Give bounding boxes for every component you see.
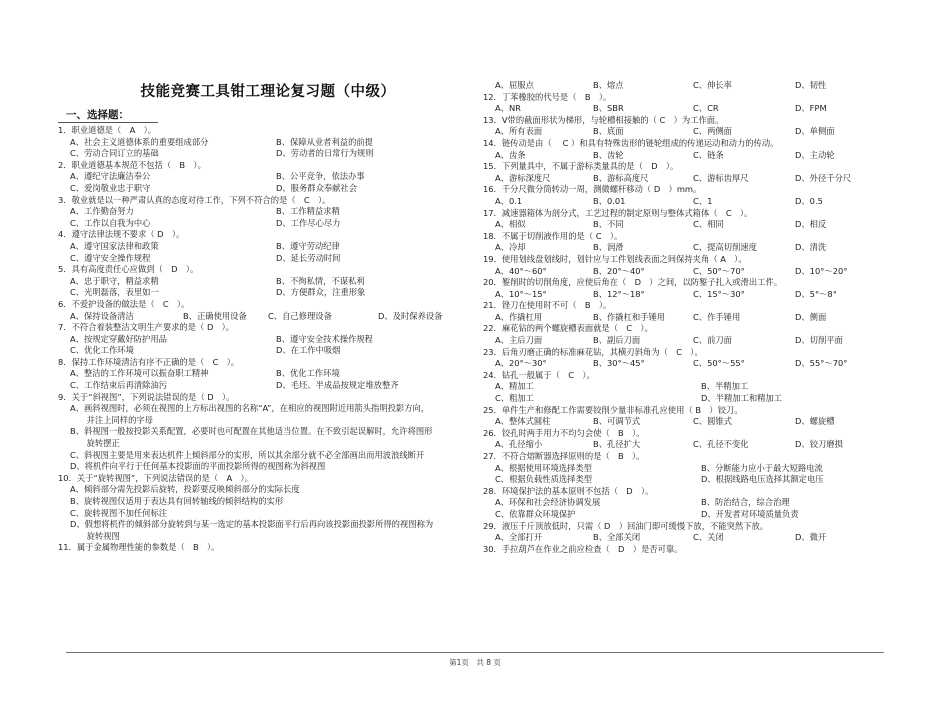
option-row	[58, 345, 470, 357]
option-text: C、50°～70°	[693, 265, 745, 276]
option-text: B、SBR	[593, 103, 624, 114]
option-row	[483, 358, 883, 370]
question-item	[483, 347, 883, 370]
option-text: B、旋转视图仅适用于表达具有回转轴线的倾斜结构的实形	[70, 496, 284, 506]
question-text: 17．减速器箱体为剖分式，工艺过程的制定原则与整体式箱体（ C ）。	[483, 207, 753, 218]
question-item	[483, 208, 883, 231]
option-text: 旋转视图	[70, 530, 120, 541]
option-text: A、倾斜部分需先投影后旋转，投影要反映倾斜部分的实际长度	[70, 484, 300, 495]
option-row	[483, 126, 883, 138]
option-text: C、光明磊落，表里如一	[70, 287, 159, 298]
option-row	[483, 150, 883, 162]
option-text: A、相似	[495, 219, 526, 230]
option-text: C、15°～30°	[693, 288, 745, 299]
option-text: B、游标高度尺	[593, 172, 649, 183]
option-text: C、作手锤用	[693, 311, 741, 322]
option-text: A、精加工	[495, 381, 534, 392]
option-row	[58, 241, 470, 253]
option-row	[483, 219, 883, 231]
option-row	[58, 137, 470, 149]
option-text: C、优化工作环境	[70, 345, 134, 356]
option-row	[483, 266, 883, 278]
question-text: 16．千分尺微分筒转动一周，测微螺杆移动（ D ）mm。	[483, 184, 702, 195]
option-text: C、劳动合同订立的基础	[70, 148, 159, 159]
option-text: A、保持设备清洁	[70, 310, 134, 321]
option-text: B、保障从业者利益的前提	[276, 136, 373, 147]
option-text: D、方便群众，注重形象	[276, 287, 366, 298]
page-footer: 第1页 共 8 页	[449, 658, 501, 667]
question-text: 12．丁苯橡胶的代号是（ B ）。	[483, 91, 612, 102]
option-text: D、开发者对环境质量负责	[701, 508, 799, 519]
option-text: D、及时保养设备	[378, 310, 443, 321]
option-text: D、5°～8°	[795, 288, 837, 299]
option-text: A、遵守国家法律和政策	[70, 240, 159, 251]
option-text: D、主动轮	[795, 149, 835, 160]
option-text: B、不同	[593, 219, 624, 230]
option-text: B、优化工作环境	[276, 368, 340, 379]
option-text: B、工作精益求精	[276, 206, 340, 217]
option-text: B、12°～18°	[593, 288, 645, 299]
option-text: D、在工作中吸烟	[276, 345, 341, 356]
option-text: D、延长劳动时间	[276, 252, 341, 263]
option-text: A、40°～60°	[495, 265, 547, 276]
option-text: C、粗加工	[495, 393, 534, 404]
question-text: 28．环境保护法的基本原则不包括（ D ）。	[483, 485, 654, 496]
option-text: D、螺旋槽	[795, 416, 835, 427]
option-text: A、作撬杠用	[495, 311, 543, 322]
question-item	[483, 231, 883, 254]
option-text: B、全部关闭	[593, 532, 641, 543]
question-text: 30．手拉葫芦在作业之前应检查（ D ）是否可靠。	[483, 543, 683, 554]
option-text: C、旋转视图不加任何标注	[70, 507, 168, 518]
question-item	[483, 428, 883, 451]
question-text: 26．铰孔时两手用力不均匀会使（ B ）。	[483, 427, 645, 438]
option-text: C、相同	[693, 219, 724, 230]
option-text: A、冷却	[495, 242, 526, 253]
option-text: D、假想将机件的倾斜部分旋转到与某一选定的基本投影面平行后再向该投影面投影所得的视图称为	[70, 519, 434, 530]
option-row	[483, 80, 883, 92]
question-text: 14．链传动是由（ C ）和具有特殊齿形的链轮组成的传递运动和动力的传动。	[483, 137, 779, 148]
option-row	[58, 218, 470, 230]
option-text: D、微开	[795, 532, 827, 543]
option-text: A、环保和社会经济协调发展	[495, 497, 601, 508]
option-row	[58, 380, 470, 392]
question-text: 4．遵守法律法规不要求（ D ）。	[58, 229, 185, 240]
option-row	[58, 311, 470, 323]
option-text: A、NR	[495, 103, 521, 114]
option-text: B、0.01	[593, 195, 626, 206]
question-item	[483, 300, 883, 323]
question-item	[58, 299, 470, 322]
option-text: A、所有表面	[495, 126, 543, 137]
question-text: 2．职业道德基本规范不包括（ B ）。	[58, 159, 206, 170]
option-text: A、工作勤奋努力	[70, 206, 134, 217]
option-text: D、铰刀磨损	[795, 439, 843, 450]
option-text: C、自己修理设备	[268, 310, 332, 321]
question-text: 18．不属于切削液作用的是（ C ）。	[483, 230, 623, 241]
option-text: B、公平竞争，依法办事	[276, 171, 365, 182]
option-text: C、工作结束后再清除油污	[70, 380, 168, 391]
option-row	[483, 381, 883, 393]
question-text: 15．下列量具中，不属于游标类量具的是（ D ）。	[483, 161, 679, 172]
question-item	[483, 92, 883, 115]
option-text: D、韧性	[795, 80, 827, 90]
question-text: 23．后角刃磨正确的标准麻花钻，其横刃斜角为（ C ）。	[483, 346, 703, 357]
option-row	[483, 393, 883, 405]
option-text: C、关闭	[693, 532, 724, 543]
option-text: A、画斜视图时，必须在视图的上方标出视图的名称“A”，在相应的视图附近用箭头指明投影方向，	[70, 403, 430, 414]
option-text: B、20°～40°	[593, 265, 645, 276]
option-row	[483, 497, 883, 509]
option-text: D、0.5	[795, 195, 823, 206]
option-text: C、50°～55°	[693, 358, 745, 369]
question-item	[58, 195, 470, 230]
question-item	[483, 323, 883, 346]
option-text: B、30°～45°	[593, 358, 645, 369]
option-row	[483, 173, 883, 185]
option-text: D、外径千分尺	[795, 172, 852, 183]
question-text: 10．关于“旋转视图”，下列说法错误的是（ A ）。	[58, 472, 253, 483]
option-text: A、整洁的工作环境可以振奋职工精神	[70, 368, 209, 379]
option-row	[58, 206, 470, 218]
option-text: D、FPM	[795, 103, 827, 114]
option-text: A、按规定穿戴好防护用品	[70, 333, 167, 344]
option-text: D、相反	[795, 219, 827, 230]
option-text: B、不徇私情，不谋私利	[276, 275, 365, 286]
option-text: C、伸长率	[693, 80, 732, 90]
option-row	[58, 276, 470, 288]
question-text: 7．不符合着装整洁文明生产要求的是（ D ）。	[58, 322, 235, 333]
question-text: 25．单件生产和修配工作需要铰削少量非标准孔应使用（ B ）铰刀。	[483, 404, 743, 415]
option-text: C、依靠群众环境保护	[495, 508, 576, 519]
question-item	[483, 161, 883, 184]
option-text: A、游标深度尺	[495, 172, 551, 183]
option-text: D、切削平面	[795, 335, 843, 346]
option-text: D、劳动者的日常行为规则	[276, 148, 374, 159]
option-text: B、副后刀面	[593, 335, 641, 346]
option-text: C、根据负载性质选择类型	[495, 474, 593, 485]
option-text: A、遵纪守法廉洁奉公	[70, 171, 151, 182]
question-text: 3．敬业就是以一种严肃认真的态度对待工作，下列不符合的是（ C ）。	[58, 194, 331, 205]
option-text: C、前刀面	[693, 335, 732, 346]
question-item	[483, 544, 883, 556]
option-text: A、根据使用环境选择类型	[495, 462, 592, 473]
option-text: B、作撬杠和手锤用	[593, 311, 666, 322]
question-item	[58, 125, 470, 160]
option-text: A、0.1	[495, 195, 523, 206]
question-item	[483, 80, 883, 92]
option-text: D、根据线路电压选择其额定电压	[701, 474, 824, 485]
section-heading: 一、选择题：	[66, 109, 129, 121]
option-text: B、半精加工	[701, 381, 749, 392]
option-text: D、毛坯、半成品按规定堆放整齐	[276, 380, 399, 391]
option-row	[58, 183, 470, 195]
question-text: 9．关于“斜视图”，下列说法错误的是（ D ）。	[58, 391, 235, 402]
question-item	[483, 138, 883, 161]
question-text: 13．V带的截面形状为梯形，与轮槽相接触的（ C ）为工作面。	[483, 114, 724, 125]
option-text: D、单侧面	[795, 126, 835, 137]
option-row	[483, 312, 883, 324]
option-text: B、分断能力应小于最大短路电流	[701, 462, 823, 473]
option-text: C、圆锥式	[693, 416, 732, 427]
option-row	[483, 509, 883, 521]
question-text: 21．锉刀在使用时不可（ B ）。	[483, 300, 612, 311]
question-text: 5．具有高度责任心应做到（ D ）。	[58, 264, 199, 275]
question-item	[483, 405, 883, 428]
option-text: A、20°～30°	[495, 358, 547, 369]
option-row	[483, 439, 883, 451]
option-text: A、整体式圆柱	[495, 416, 551, 427]
option-text: C、孔径不变化	[693, 439, 749, 450]
question-item	[58, 229, 470, 264]
option-row	[483, 335, 883, 347]
question-item	[58, 322, 470, 357]
question-item	[483, 277, 883, 300]
option-text: D、10°～20°	[795, 265, 848, 276]
question-text: 22．麻花钻的两个螺旋槽表面就是（ C ）。	[483, 323, 653, 334]
question-item	[58, 392, 470, 473]
option-text: B、斜视图一般按投影关系配置，必要时也可配置在其他适当位置。在不致引起误解时，允许将图形	[70, 426, 433, 437]
page-title: 技能竞赛工具钳工理论复习题（中级）	[140, 84, 396, 100]
question-text: 19．使用划线盘划线时，划针应与工件划线表面之间保持夹角（ A ）。	[483, 253, 747, 264]
option-text: A、社会主义道德体系的重要组成部分	[70, 136, 209, 147]
option-row	[483, 103, 883, 115]
option-text: C、提高切削速度	[693, 242, 757, 253]
option-text: C、链条	[693, 149, 724, 160]
question-item	[58, 264, 470, 299]
option-text: B、可调节式	[593, 416, 641, 427]
option-text: C、1	[693, 195, 713, 206]
option-text: C、工作以自我为中心	[70, 217, 151, 228]
option-row	[483, 463, 883, 475]
option-text: B、遵守安全技术操作规程	[276, 333, 373, 344]
question-item	[483, 370, 883, 405]
option-text: C、CR	[693, 103, 719, 114]
option-text: 旋转摆正	[70, 438, 120, 449]
option-text: B、正确使用设备	[183, 310, 247, 321]
question-item	[58, 473, 470, 543]
question-text: 8．保持工作环境清洁有序不正确的是（ C ）。	[58, 356, 240, 367]
option-text: D、侧面	[795, 311, 827, 322]
option-row	[58, 253, 470, 265]
option-text: B、底面	[593, 126, 624, 137]
option-text: A、主后刀面	[495, 335, 543, 346]
option-row	[483, 196, 883, 208]
question-item	[58, 357, 470, 392]
option-row	[58, 148, 470, 160]
option-row	[483, 289, 883, 301]
option-row	[483, 416, 883, 428]
question-item	[483, 521, 883, 544]
question-text: 24．钻孔一般属于（ C ）。	[483, 369, 595, 380]
option-text: B、熔点	[593, 80, 624, 90]
question-text: 11．属于金属物理性能的参数是（ B ）。	[58, 542, 220, 553]
question-item	[483, 451, 883, 486]
right-column	[483, 80, 883, 555]
left-column	[58, 125, 470, 554]
option-text: C、斜视图主要是用来表达机件上倾斜部分的实形，所以其余部分就不必全部画出而用波浪线断开	[70, 449, 425, 460]
option-row	[483, 474, 883, 486]
option-row	[483, 532, 883, 544]
question-item	[58, 160, 470, 195]
option-text: B、润滑	[593, 242, 624, 253]
question-item	[58, 542, 470, 554]
option-text: A、10°～15°	[495, 288, 547, 299]
option-text: D、工作尽心尽力	[276, 217, 341, 228]
option-text: B、遵守劳动纪律	[276, 240, 340, 251]
option-text: A、齿条	[495, 149, 526, 160]
option-text: A、忠于职守，精益求精	[70, 275, 159, 286]
option-text: B、防治结合，综合治理	[701, 497, 790, 508]
option-text: B、齿轮	[593, 149, 624, 160]
footer-divider	[66, 652, 884, 653]
question-text: 29．液压千斤顶放低时，只需（ D ）回油门即可缓慢下放，不能突然下放。	[483, 520, 769, 531]
option-text: A、全部打开	[495, 532, 543, 543]
option-text: C、两侧面	[693, 126, 732, 137]
question-text: 27．不符合熔断器选择原则的是（ B ）。	[483, 451, 645, 461]
question-item	[483, 115, 883, 138]
option-text: D、55°～70°	[795, 358, 848, 369]
question-text: 1．职业道德是（ A ）。	[58, 125, 157, 135]
question-item	[483, 486, 883, 521]
option-text: B、孔径扩大	[593, 439, 641, 450]
option-text: D、清洗	[795, 242, 827, 253]
option-row	[58, 287, 470, 299]
option-text: C、遵守安全操作规程	[70, 252, 151, 263]
question-text: 6．不爱护设备的做法是（ C ）。	[58, 298, 190, 309]
option-text: D、服务群众奉献社会	[276, 182, 358, 193]
option-text: D、将机件向平行于任何基本投影面的平面投影所得的视图称为斜视图	[70, 461, 326, 472]
option-text: A、孔径缩小	[495, 439, 543, 450]
option-text: 并注上同样的字母	[70, 414, 153, 425]
option-row	[58, 368, 470, 380]
option-row	[483, 242, 883, 254]
question-item	[483, 184, 883, 207]
section-underline	[58, 122, 158, 123]
option-text: A、屈服点	[495, 80, 534, 90]
option-row	[58, 171, 470, 183]
option-text: C、游标齿厚尺	[693, 172, 749, 183]
question-item	[483, 254, 883, 277]
option-text: D、半精加工和精加工	[701, 393, 783, 404]
option-row	[58, 334, 470, 346]
option-text: C、爱岗敬业忠于职守	[70, 182, 151, 193]
question-text: 20．錾削时的切削角度，应使后角在（ D ）之间，以防錾子扎入或滑出工件。	[483, 277, 783, 288]
